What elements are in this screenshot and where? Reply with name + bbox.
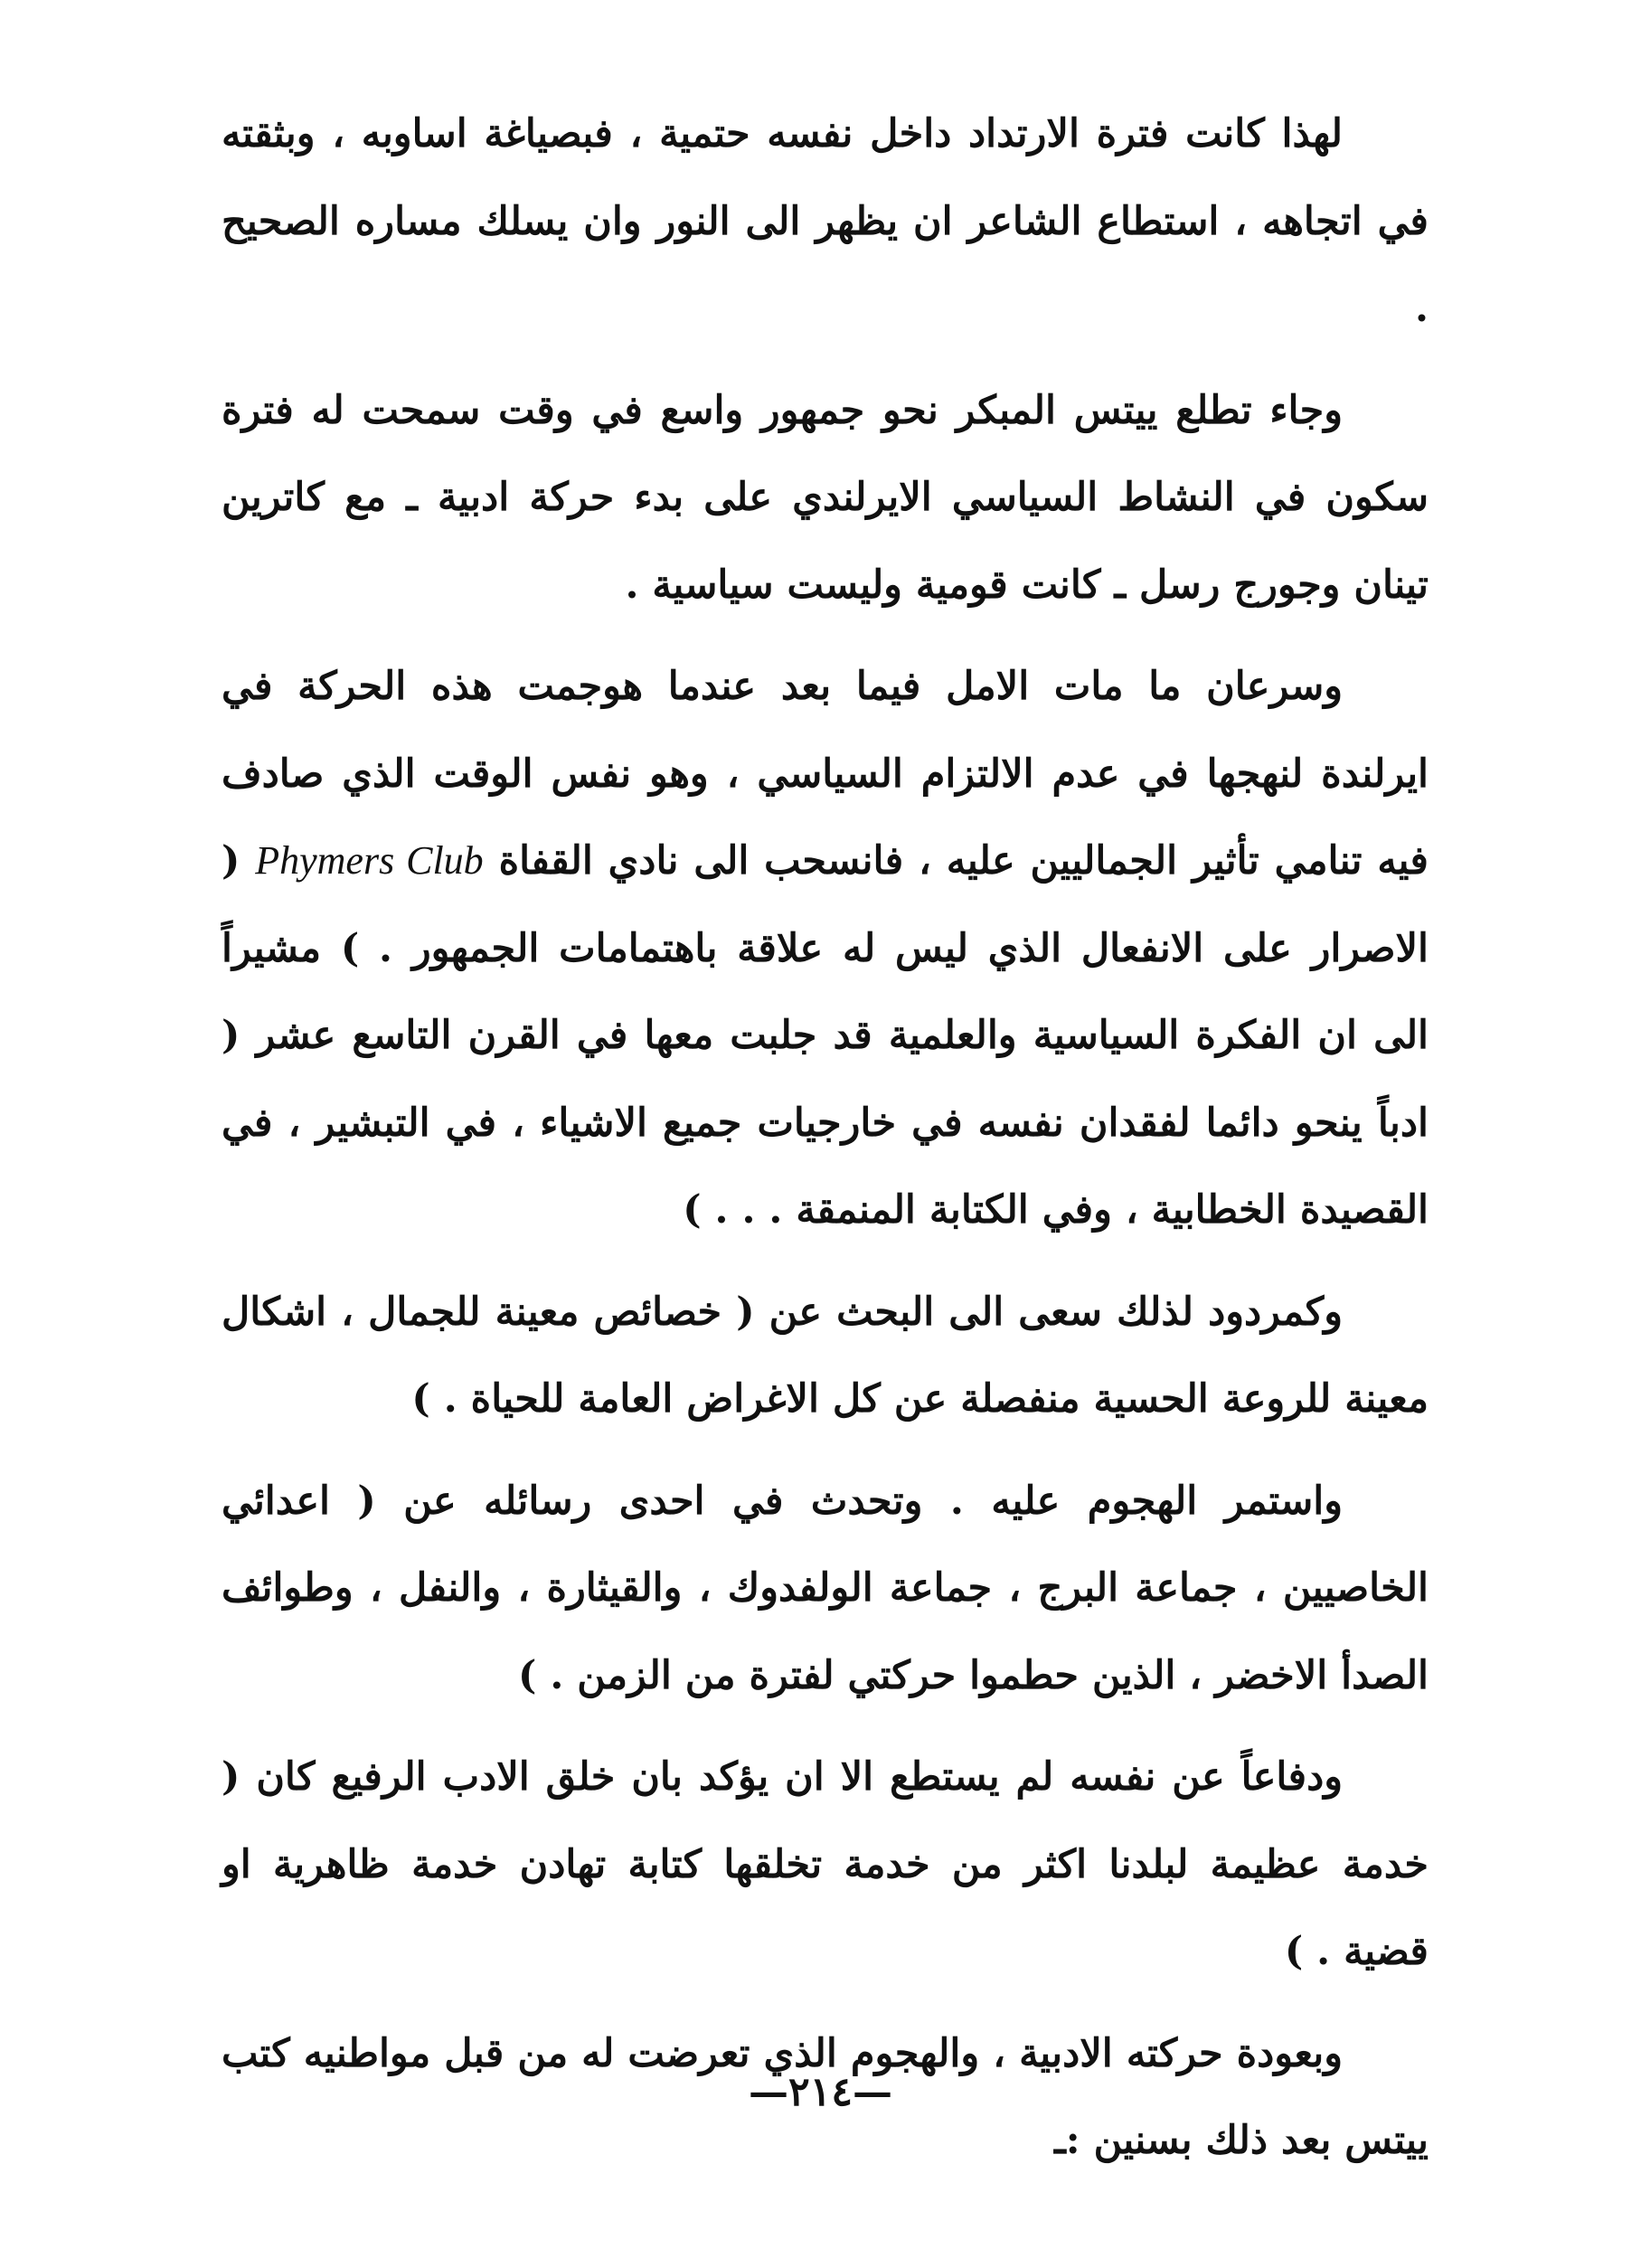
paragraph-3-text-before: وسرعان ما مات الامل فيما بعد عندما هوجمت هذه الحركة في ايرلندة لنهجها في عدم الالتزام السياسي ، وهو نفس الوقت الذي صادف فيه تنامي تأثير الجماليين عليه ، فانسحب الى نادي القفاة xyxy=(222,664,1429,884)
paragraph-4 xyxy=(222,1269,1429,1443)
paragraph-5 xyxy=(222,1458,1429,1720)
latin-term-phymers-club: Phymers Club xyxy=(255,838,484,883)
paragraph-5-text: واستمر الهجوم عليه . وتحدث في احدى رسائله عن ( اعدائي الخاصيين ، جماعة البرج ، جماعة الولفدوك ، والقيثارة ، والنفل ، وطوائف الصدأ الاخضر ، الذين حطموا حركتي لفترة من الزمن . ) xyxy=(222,1478,1429,1698)
paragraph-4-text: وكمردود لذلك سعى الى البحث عن ( خصائص معينة للجمال ، اشكال معينة للروعة الحسية منفصلة عن كل الاغراض العامة للحياة . ) xyxy=(222,1289,1429,1422)
paragraph-3-text-after: ( الاصرار على الانفعال الذي ليس له علاقة باهتمامات الجمهور . ) مشيراً الى ان الفكرة السياسية والعلمية قد جلبت معها في القرن التاسع عشر ( ادباً ينحو دائما لفقدان نفسه في خارجيات جميع الاشياء ، في التبشير ، في القصيدة الخطابية ، وفي الكتابة المنمقة . . . ) xyxy=(222,838,1429,1233)
body-text xyxy=(222,90,1429,2199)
paragraph-6-text: ودفاعاً عن نفسه لم يستطع الا ان يؤكد بان خلق الادب الرفيع كان ( خدمة عظيمة لبلدنا اكثر من خدمة تخلقها كتابة تهادن خدمة ظاهرية او قضية . ) xyxy=(222,1754,1429,1974)
paragraph-1 xyxy=(222,90,1429,353)
paragraph-2 xyxy=(222,367,1429,629)
paragraph-7-text: وبعودة حركته الادبية ، والهجوم الذي تعرضت له من قبل مواطنيه كتب ييتس بعد ذلك بسنين :ـ xyxy=(222,2030,1429,2163)
paragraph-1-text: لهذا كانت فترة الارتداد داخل نفسه حتمية ، فبصياغة اساوبه ، وبثقته في اتجاهه ، استطاع الشاعر ان يظهر الى النور وان يسلك مساره الصحيح . xyxy=(222,111,1429,331)
page-number: —٢١٤— xyxy=(749,2069,892,2115)
paragraph-2-text: وجاء تطلع ييتس المبكر نحو جمهور واسع في وقت سمحت له فترة سكون في النشاط السياسي الايرلندي على بدء حركة ادبية ـ مع كاترين تينان وجورج رسل ـ كانت قومية وليست سياسية . xyxy=(222,387,1429,608)
paragraph-3 xyxy=(222,643,1429,1254)
paragraph-6 xyxy=(222,1734,1429,1996)
